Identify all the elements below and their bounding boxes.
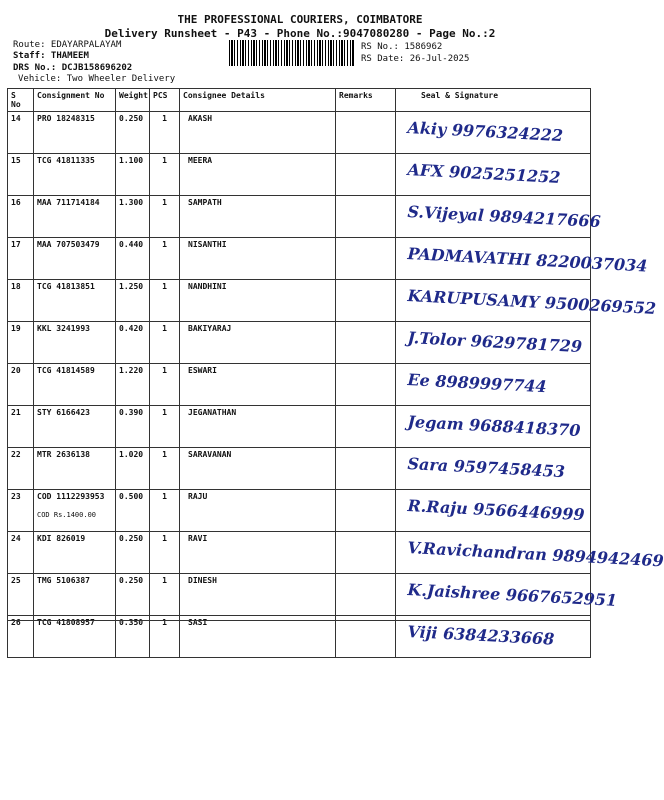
weight-cell <box>116 112 150 154</box>
cod-amount: COD Rs.1400.00 <box>37 511 97 519</box>
pcs-cell <box>150 238 180 280</box>
document-title: THE PROFESSIONAL COURIERS, COIMBATORE <box>177 13 423 26</box>
signature-cell <box>396 238 648 280</box>
pcs-cell <box>150 532 180 574</box>
remarks-cell <box>336 616 396 658</box>
pcs-cell <box>150 280 180 322</box>
column-header: Weight <box>116 89 150 112</box>
weight-cell <box>116 574 150 616</box>
handwritten-signature: Jegam 9688418370 <box>407 412 581 441</box>
consignment-number-cell <box>34 406 116 448</box>
column-header: Remarks <box>336 89 396 112</box>
serial-number-text: 22 <box>11 450 21 459</box>
vehicle-label: Vehicle: Two Wheeler Delivery <box>18 74 176 84</box>
consignment-number-cell <box>34 238 116 280</box>
weight-cell <box>116 532 150 574</box>
signature-cell <box>396 532 664 574</box>
consignee-cell <box>180 364 336 406</box>
consignment-number-cell <box>34 322 116 364</box>
consignment-number-text: PRO 18248315 <box>37 114 95 123</box>
consignee-text: AKASH <box>188 114 213 123</box>
consignment-number-text: KKL 3241993 <box>37 324 90 333</box>
consignee-text: RAVI <box>188 534 208 543</box>
handwritten-signature: AFX 9025251252 <box>407 160 561 187</box>
pcs-text: 1 <box>162 324 167 333</box>
pcs-text: 1 <box>162 450 167 459</box>
serial-number-text: 14 <box>11 114 21 123</box>
remarks-cell <box>336 112 396 154</box>
consignment-number-text: TCG 41811335 <box>37 156 95 165</box>
table-row <box>8 154 591 196</box>
serial-number-text: 24 <box>11 534 21 543</box>
pcs-text: 1 <box>162 492 167 501</box>
weight-cell <box>116 154 150 196</box>
weight-cell <box>116 364 150 406</box>
consignee-text: SARAVANAN <box>188 450 232 459</box>
serial-number-text: 17 <box>11 240 21 249</box>
weight-cell <box>116 196 150 238</box>
consignee-cell <box>180 406 336 448</box>
consignee-cell <box>180 238 336 280</box>
consignment-number-cell <box>34 112 116 154</box>
table-row <box>8 532 591 574</box>
serial-number-cell <box>8 112 34 154</box>
consignee-cell <box>180 574 336 616</box>
serial-number-text: 18 <box>11 282 21 291</box>
consignment-number-text: MAA 711714184 <box>37 198 100 207</box>
consignee-text: BAKIYARAJ <box>188 324 232 333</box>
consignee-text: NISANTHI <box>188 240 227 249</box>
weight-text: 0.350 <box>119 618 144 627</box>
consignee-text: RAJU <box>188 492 208 501</box>
serial-number-text: 16 <box>11 198 21 207</box>
weight-cell <box>116 448 150 490</box>
consignment-number-cell <box>34 490 116 532</box>
serial-number-cell <box>8 238 34 280</box>
pcs-text: 1 <box>162 366 167 375</box>
weight-cell <box>116 406 150 448</box>
remarks-cell <box>336 364 396 406</box>
weight-text: 1.020 <box>119 450 144 459</box>
pcs-cell <box>150 112 180 154</box>
serial-number-cell <box>8 364 34 406</box>
consignment-number-cell <box>34 616 116 658</box>
handwritten-signature: K.Jaishree 9667652951 <box>407 580 618 610</box>
runsheet-table <box>7 88 664 658</box>
weight-text: 1.220 <box>119 366 144 375</box>
consignment-number-text: COD 1112293953 <box>37 492 105 501</box>
table-header-row <box>8 89 591 112</box>
signature-cell <box>396 112 591 154</box>
consignment-number-cell <box>34 574 116 616</box>
weight-text: 0.250 <box>119 534 144 543</box>
pcs-cell <box>150 448 180 490</box>
table-row <box>8 322 591 364</box>
signature-cell <box>396 574 618 616</box>
consignment-number-text: MAA 707503479 <box>37 240 100 249</box>
handwritten-signature: KARUPUSAMY 9500269552 <box>407 286 657 319</box>
pcs-cell <box>150 364 180 406</box>
weight-text: 1.250 <box>119 282 144 291</box>
weight-cell <box>116 616 150 658</box>
drs-label: DRS No.: DCJB158696202 <box>13 63 133 73</box>
table-row <box>8 112 591 154</box>
barcode <box>229 40 355 66</box>
pcs-text: 1 <box>162 618 167 627</box>
remarks-cell <box>336 154 396 196</box>
consignee-cell <box>180 280 336 322</box>
signature-cell <box>396 490 591 532</box>
consignment-number-text: MTR 2636138 <box>37 450 90 459</box>
weight-text: 0.500 <box>119 492 144 501</box>
weight-text: 0.420 <box>119 324 144 333</box>
consignee-text: DINESH <box>188 576 217 585</box>
consignment-number-text: STY 6166423 <box>37 408 90 417</box>
pcs-text: 1 <box>162 156 167 165</box>
consignee-cell <box>180 112 336 154</box>
consignee-cell <box>180 154 336 196</box>
serial-number-cell <box>8 196 34 238</box>
serial-number-cell <box>8 574 34 616</box>
serial-number-text: 26 <box>11 618 21 627</box>
consignee-cell <box>180 322 336 364</box>
table-row <box>8 616 591 658</box>
handwritten-signature: PADMAVATHI 8220037034 <box>407 244 648 276</box>
serial-number-cell <box>8 154 34 196</box>
weight-cell <box>116 280 150 322</box>
consignee-cell <box>180 532 336 574</box>
weight-text: 0.250 <box>119 576 144 585</box>
pcs-text: 1 <box>162 114 167 123</box>
pcs-cell <box>150 154 180 196</box>
weight-text: 1.100 <box>119 156 144 165</box>
route-label: Route: EDAYARPALAYAM <box>13 40 122 50</box>
handwritten-signature: Sara 9597458453 <box>407 454 566 482</box>
serial-number-text: 21 <box>11 408 21 417</box>
signature-cell <box>396 616 591 658</box>
handwritten-signature: S.Vijeyal 9894217666 <box>407 202 602 232</box>
consignee-text: MEERA <box>188 156 213 165</box>
weight-cell <box>116 238 150 280</box>
pcs-text: 1 <box>162 282 167 291</box>
table-bottom-rule <box>7 620 591 621</box>
remarks-cell <box>336 532 396 574</box>
signature-cell <box>396 280 657 322</box>
consignment-number-cell <box>34 196 116 238</box>
serial-number-cell <box>8 406 34 448</box>
rs-no-label: RS No.: 1586962 <box>361 42 443 52</box>
serial-number-text: 19 <box>11 324 21 333</box>
consignment-number-cell <box>34 280 116 322</box>
table-row <box>8 490 591 532</box>
serial-number-cell <box>8 280 34 322</box>
signature-cell <box>396 406 591 448</box>
consignment-number-text: TMG 5106387 <box>37 576 90 585</box>
remarks-cell <box>336 196 396 238</box>
handwritten-signature: Viji 6384233668 <box>407 622 555 649</box>
table-row <box>8 406 591 448</box>
consignee-text: JEGANATHAN <box>188 408 237 417</box>
consignment-number-text: KDI 826019 <box>37 534 86 543</box>
consignee-text: ESWARI <box>188 366 217 375</box>
serial-number-text: 23 <box>11 492 21 501</box>
table-row <box>8 448 591 490</box>
consignee-cell <box>180 196 336 238</box>
handwritten-signature: Ee 8989997744 <box>407 370 548 397</box>
consignment-number-cell <box>34 532 116 574</box>
pcs-cell <box>150 574 180 616</box>
consignment-number-text: TCG 41814589 <box>37 366 95 375</box>
column-header: S No <box>8 89 34 112</box>
weight-cell <box>116 322 150 364</box>
column-header: PCS <box>150 89 180 112</box>
remarks-cell <box>336 448 396 490</box>
pcs-text: 1 <box>162 408 167 417</box>
handwritten-signature: V.Ravichandran 9894942469 <box>407 538 664 571</box>
serial-number-text: 15 <box>11 156 21 165</box>
consignee-text: SASI <box>188 618 208 627</box>
table-row <box>8 238 591 280</box>
weight-text: 0.440 <box>119 240 144 249</box>
table-row <box>8 574 591 616</box>
serial-number-cell <box>8 448 34 490</box>
remarks-cell <box>336 280 396 322</box>
weight-text: 1.300 <box>119 198 144 207</box>
consignee-cell <box>180 616 336 658</box>
signature-cell <box>396 364 591 406</box>
handwritten-signature: R.Raju 9566446999 <box>407 496 585 525</box>
pcs-text: 1 <box>162 240 167 249</box>
pcs-text: 1 <box>162 576 167 585</box>
rs-date-label: RS Date: 26-Jul-2025 <box>361 54 470 64</box>
remarks-cell <box>336 406 396 448</box>
consignee-cell <box>180 490 336 532</box>
column-header: Consignment No <box>34 89 116 112</box>
remarks-cell <box>336 238 396 280</box>
serial-number-cell <box>8 532 34 574</box>
remarks-cell <box>336 490 396 532</box>
signature-cell <box>396 448 591 490</box>
column-header: Seal & Signature <box>396 89 591 112</box>
consignee-text: NANDHINI <box>188 282 227 291</box>
serial-number-cell <box>8 490 34 532</box>
serial-number-cell <box>8 322 34 364</box>
consignment-number-cell <box>34 364 116 406</box>
consignment-number-text: TCG 41808957 <box>37 618 95 627</box>
consignee-text: SAMPATH <box>188 198 222 207</box>
pcs-cell <box>150 196 180 238</box>
signature-cell <box>396 154 591 196</box>
document-subtitle: Delivery Runsheet - P43 - Phone No.:9047080280 - Page No.:2 <box>104 27 496 40</box>
table-row <box>8 280 591 322</box>
serial-number-text: 25 <box>11 576 21 585</box>
serial-number-text: 20 <box>11 366 21 375</box>
column-header: Consignee Details <box>180 89 336 112</box>
pcs-text: 1 <box>162 534 167 543</box>
pcs-cell <box>150 406 180 448</box>
signature-cell <box>396 322 591 364</box>
pcs-text: 1 <box>162 198 167 207</box>
weight-cell <box>116 490 150 532</box>
pcs-cell <box>150 322 180 364</box>
consignee-cell <box>180 448 336 490</box>
consignment-number-text: TCG 41813851 <box>37 282 95 291</box>
remarks-cell <box>336 322 396 364</box>
remarks-cell <box>336 574 396 616</box>
weight-text: 0.250 <box>119 114 144 123</box>
handwritten-signature: Akiy 9976324222 <box>407 118 564 146</box>
weight-text: 0.390 <box>119 408 144 417</box>
staff-label: Staff: THAMEEM <box>13 51 89 61</box>
consignment-number-cell <box>34 154 116 196</box>
signature-cell <box>396 196 602 238</box>
table-row <box>8 364 591 406</box>
consignment-number-cell <box>34 448 116 490</box>
serial-number-cell <box>8 616 34 658</box>
handwritten-signature: J.Tolor 9629781729 <box>407 328 583 357</box>
pcs-cell <box>150 490 180 532</box>
pcs-cell <box>150 616 180 658</box>
table-row <box>8 196 591 238</box>
